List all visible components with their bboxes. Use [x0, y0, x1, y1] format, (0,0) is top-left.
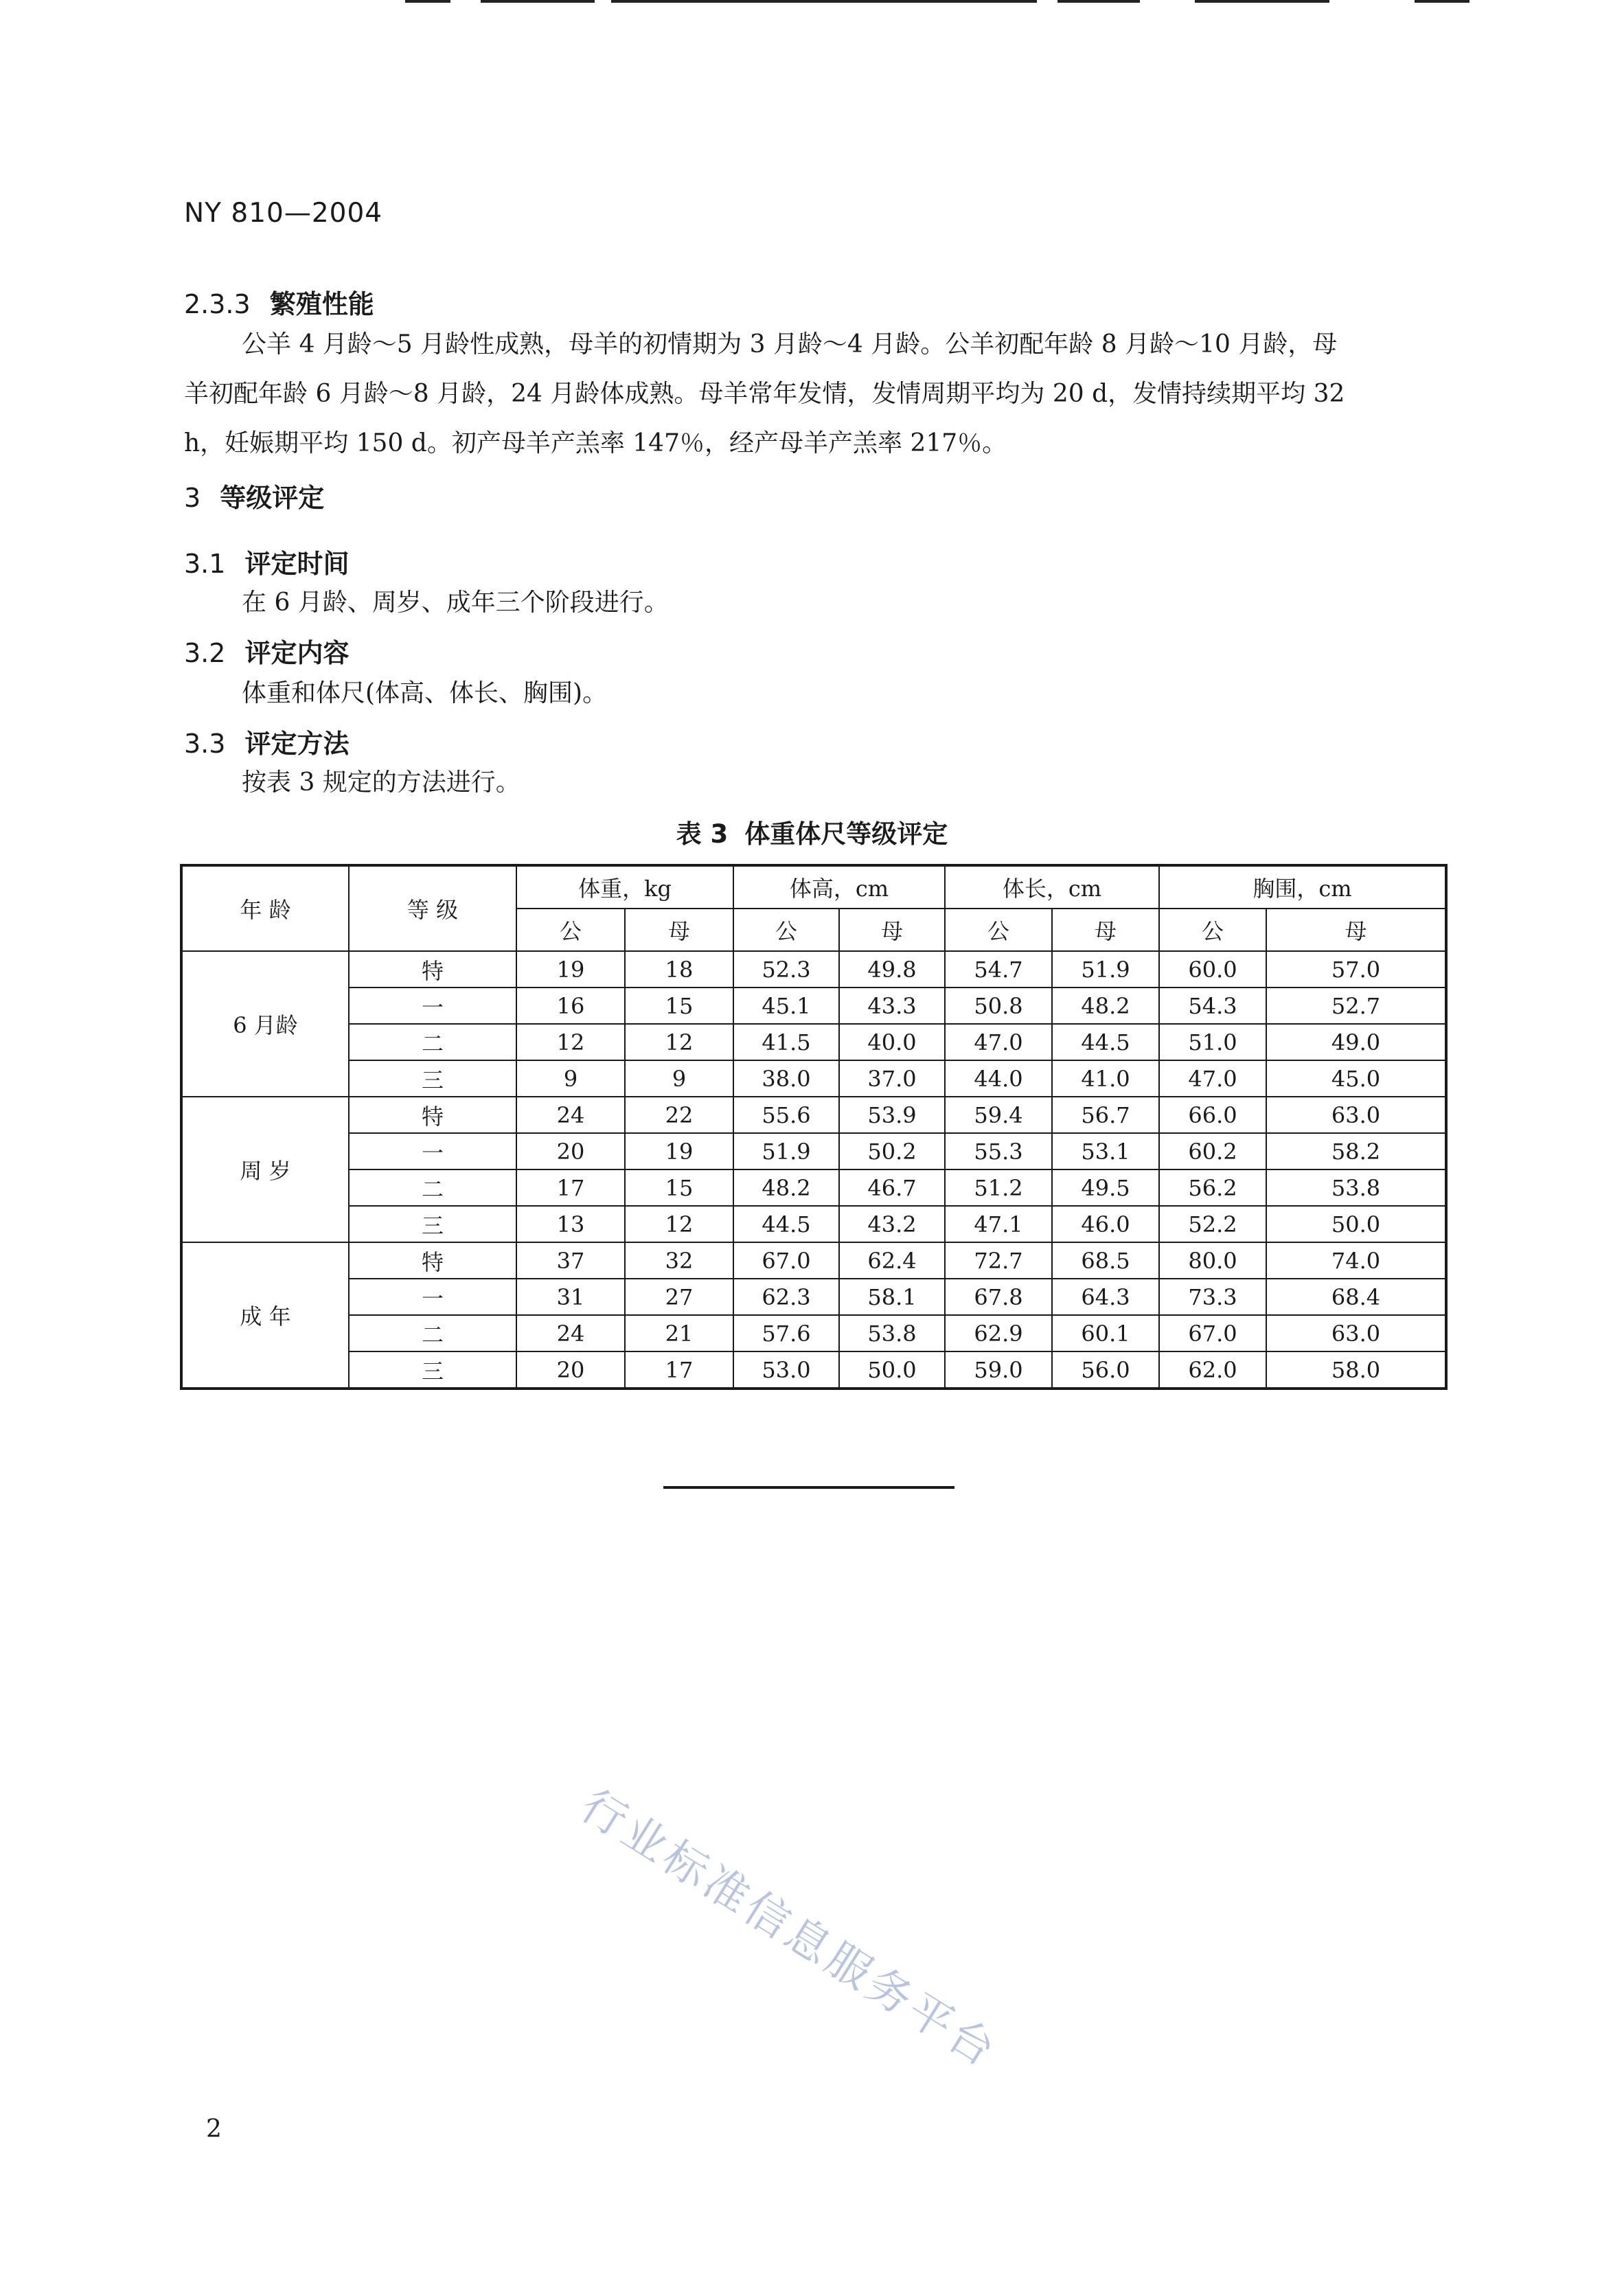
paragraph-line: 羊初配年龄 6 月龄～8 月龄，24 月龄体成熟。母羊常年发情，发情周期平均为 20 d，发情持续期平均 32: [184, 380, 1345, 408]
value-cell: 72.7: [945, 1242, 1052, 1279]
value-cell: 44.5: [733, 1206, 839, 1242]
age-cell: 成 年: [181, 1242, 349, 1389]
value-cell: 53.8: [839, 1315, 945, 1351]
table-row: [181, 1133, 1446, 1169]
value-cell: 32: [625, 1242, 733, 1279]
value-cell: 46.0: [1052, 1206, 1159, 1242]
grade-cell: 二: [349, 1169, 516, 1206]
value-cell: 52.7: [1266, 988, 1446, 1024]
section-number: 2.3.3: [184, 289, 251, 319]
value-cell: 9: [516, 1060, 625, 1097]
grade-cell: 特: [349, 951, 516, 988]
value-cell: 49.8: [839, 951, 945, 988]
value-cell: 50.0: [839, 1351, 945, 1389]
value-cell: 67.8: [945, 1279, 1052, 1315]
table-row: [181, 951, 1446, 988]
value-cell: 60.0: [1159, 951, 1266, 988]
table-row: [181, 1242, 1446, 1279]
value-cell: 51.0: [1159, 1024, 1266, 1060]
table-row: [181, 1060, 1446, 1097]
value-cell: 38.0: [733, 1060, 839, 1097]
value-cell: 15: [625, 988, 733, 1024]
value-cell: 67.0: [733, 1242, 839, 1279]
value-cell: 52.3: [733, 951, 839, 988]
value-cell: 59.4: [945, 1097, 1052, 1133]
value-cell: 9: [625, 1060, 733, 1097]
value-cell: 57.0: [1266, 951, 1446, 988]
value-cell: 66.0: [1159, 1097, 1266, 1133]
value-cell: 22: [625, 1097, 733, 1133]
value-cell: 18: [625, 951, 733, 988]
value-cell: 45.1: [733, 988, 839, 1024]
header-weight: 体重，kg: [516, 865, 733, 909]
value-cell: 31: [516, 1279, 625, 1315]
value-cell: 67.0: [1159, 1315, 1266, 1351]
value-cell: 62.4: [839, 1242, 945, 1279]
table-number: 表 3: [676, 819, 729, 849]
value-cell: 12: [625, 1206, 733, 1242]
value-cell: 46.7: [839, 1169, 945, 1206]
value-cell: 53.1: [1052, 1133, 1159, 1169]
value-cell: 54.7: [945, 951, 1052, 988]
section-heading-3-2: [184, 632, 349, 670]
header-height: 体高，cm: [733, 865, 945, 909]
value-cell: 24: [516, 1097, 625, 1133]
value-cell: 51.9: [1052, 951, 1159, 988]
section-body: 体重和体尺(体高、体长、胸围)。: [242, 679, 608, 707]
grade-cell: 二: [349, 1024, 516, 1060]
watermark: 行业标准信息服务平台: [571, 1780, 1007, 2079]
value-cell: 44.0: [945, 1060, 1052, 1097]
value-cell: 73.3: [1159, 1279, 1266, 1315]
section-heading-3-1: [184, 543, 349, 580]
value-cell: 41.0: [1052, 1060, 1159, 1097]
header-male: 公: [945, 909, 1052, 951]
section-title: 评定内容: [244, 638, 350, 668]
grade-cell: 特: [349, 1242, 516, 1279]
value-cell: 63.0: [1266, 1097, 1446, 1133]
value-cell: 58.2: [1266, 1133, 1446, 1169]
section-heading-3: [184, 477, 324, 514]
table-row: [181, 1169, 1446, 1206]
top-rule: [1195, 0, 1329, 3]
value-cell: 40.0: [839, 1024, 945, 1060]
value-cell: 50.0: [1266, 1206, 1446, 1242]
table-row: [181, 1206, 1446, 1242]
value-cell: 53.8: [1266, 1169, 1446, 1206]
header-female: 母: [1266, 909, 1446, 951]
value-cell: 19: [625, 1133, 733, 1169]
table-row: [181, 1351, 1446, 1389]
value-cell: 47.0: [945, 1024, 1052, 1060]
value-cell: 59.0: [945, 1351, 1052, 1389]
value-cell: 12: [625, 1024, 733, 1060]
table-title: 体重体尺等级评定: [744, 819, 948, 849]
table-row: [181, 1315, 1446, 1351]
value-cell: 45.0: [1266, 1060, 1446, 1097]
section-title: 评定方法: [244, 729, 350, 759]
value-cell: 58.1: [839, 1279, 945, 1315]
grade-cell: 三: [349, 1060, 516, 1097]
value-cell: 53.0: [733, 1351, 839, 1389]
value-cell: 50.2: [839, 1133, 945, 1169]
header-chest: 胸围，cm: [1159, 865, 1446, 909]
grade-cell: 一: [349, 1279, 516, 1315]
header-male: 公: [1159, 909, 1266, 951]
value-cell: 54.3: [1159, 988, 1266, 1024]
value-cell: 58.0: [1266, 1351, 1446, 1389]
value-cell: 74.0: [1266, 1242, 1446, 1279]
section-number: 3.3: [184, 729, 226, 759]
header-female: 母: [1052, 909, 1159, 951]
value-cell: 56.7: [1052, 1097, 1159, 1133]
table-row: [181, 1279, 1446, 1315]
top-rule: [405, 0, 450, 3]
grade-cell: 一: [349, 988, 516, 1024]
top-rule: [1057, 0, 1140, 3]
value-cell: 62.9: [945, 1315, 1052, 1351]
value-cell: 37: [516, 1242, 625, 1279]
header-grade: 等 级: [349, 865, 516, 951]
section-number: 3.1: [184, 549, 226, 579]
value-cell: 52.2: [1159, 1206, 1266, 1242]
header-female: 母: [625, 909, 733, 951]
grade-cell: 二: [349, 1315, 516, 1351]
paragraph-line: 公羊 4 月龄～5 月龄性成熟，母羊的初情期为 3 月龄～4 月龄。公羊初配年龄 8 月龄～10 月龄，母: [242, 330, 1338, 358]
value-cell: 68.4: [1266, 1279, 1446, 1315]
value-cell: 43.2: [839, 1206, 945, 1242]
value-cell: 49.0: [1266, 1024, 1446, 1060]
breeding-paragraph: [184, 320, 1448, 468]
value-cell: 48.2: [733, 1169, 839, 1206]
value-cell: 64.3: [1052, 1279, 1159, 1315]
value-cell: 19: [516, 951, 625, 988]
header-age: 年 龄: [181, 865, 349, 951]
grade-cell: 特: [349, 1097, 516, 1133]
value-cell: 60.1: [1052, 1315, 1159, 1351]
value-cell: 68.5: [1052, 1242, 1159, 1279]
section-number: 3.2: [184, 638, 226, 668]
value-cell: 17: [625, 1351, 733, 1389]
value-cell: 48.2: [1052, 988, 1159, 1024]
document-code: NY 810—2004: [184, 198, 383, 229]
top-rule: [481, 0, 595, 3]
value-cell: 20: [516, 1133, 625, 1169]
section-heading-2-3-3: [184, 283, 374, 321]
value-cell: 16: [516, 988, 625, 1024]
value-cell: 55.3: [945, 1133, 1052, 1169]
value-cell: 24: [516, 1315, 625, 1351]
table-body: [181, 951, 1446, 1389]
value-cell: 56.2: [1159, 1169, 1266, 1206]
value-cell: 50.8: [945, 988, 1052, 1024]
paragraph-line: h，妊娠期平均 150 d。初产母羊产羔率 147％，经产母羊产羔率 217％。: [184, 429, 1007, 457]
value-cell: 56.0: [1052, 1351, 1159, 1389]
table-row: [181, 988, 1446, 1024]
value-cell: 15: [625, 1169, 733, 1206]
value-cell: 80.0: [1159, 1242, 1266, 1279]
header-female: 母: [839, 909, 945, 951]
value-cell: 51.2: [945, 1169, 1052, 1206]
table-caption: [0, 813, 1624, 850]
grade-table: [180, 864, 1448, 1390]
page-number: 2: [206, 2115, 222, 2143]
value-cell: 17: [516, 1169, 625, 1206]
value-cell: 41.5: [733, 1024, 839, 1060]
value-cell: 55.6: [733, 1097, 839, 1133]
section-heading-3-3: [184, 722, 349, 760]
value-cell: 43.3: [839, 988, 945, 1024]
section-number: 3: [184, 483, 201, 513]
section-body: 在 6 月龄、周岁、成年三个阶段进行。: [242, 589, 669, 617]
value-cell: 63.0: [1266, 1315, 1446, 1351]
age-cell: 6 月龄: [181, 951, 349, 1097]
value-cell: 27: [625, 1279, 733, 1315]
value-cell: 62.0: [1159, 1351, 1266, 1389]
grade-cell: 一: [349, 1133, 516, 1169]
top-rule: [611, 0, 1037, 3]
value-cell: 62.3: [733, 1279, 839, 1315]
section-title: 等级评定: [220, 483, 325, 513]
value-cell: 21: [625, 1315, 733, 1351]
value-cell: 13: [516, 1206, 625, 1242]
section-body: 按表 3 规定的方法进行。: [242, 768, 521, 797]
value-cell: 44.5: [1052, 1024, 1159, 1060]
section-title: 评定时间: [244, 549, 350, 579]
header-male: 公: [516, 909, 625, 951]
value-cell: 12: [516, 1024, 625, 1060]
value-cell: 57.6: [733, 1315, 839, 1351]
table-row: [181, 1024, 1446, 1060]
value-cell: 37.0: [839, 1060, 945, 1097]
value-cell: 47.1: [945, 1206, 1052, 1242]
table-row: [181, 1097, 1446, 1133]
header-male: 公: [733, 909, 839, 951]
grade-cell: 三: [349, 1206, 516, 1242]
value-cell: 20: [516, 1351, 625, 1389]
section-title: 繁殖性能: [269, 289, 374, 319]
value-cell: 53.9: [839, 1097, 945, 1133]
age-cell: 周 岁: [181, 1097, 349, 1242]
header-length: 体长，cm: [945, 865, 1159, 909]
value-cell: 60.2: [1159, 1133, 1266, 1169]
value-cell: 51.9: [733, 1133, 839, 1169]
top-rule: [1415, 0, 1469, 3]
end-rule: [663, 1486, 954, 1489]
value-cell: 47.0: [1159, 1060, 1266, 1097]
grade-cell: 三: [349, 1351, 516, 1389]
value-cell: 49.5: [1052, 1169, 1159, 1206]
